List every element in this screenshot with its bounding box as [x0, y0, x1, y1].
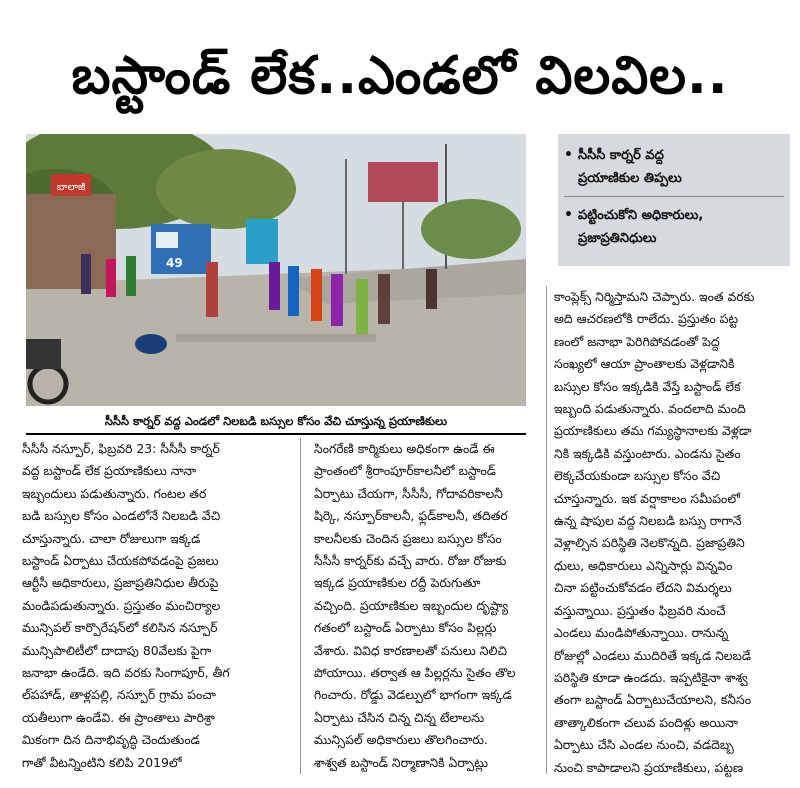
text-line: బస్టాండ్ ఏర్పాటు చేయకపోవడంపై ప్రజలు	[22, 553, 219, 569]
text-line: గించారు. రోడ్డు వెడల్పులో భాగంగా ఇక్కడ	[314, 687, 512, 703]
text-line: సంఖ్యలో ఆయా ప్రాంతాలకు వెళ్లడానికి	[554, 356, 735, 372]
text-line: వచ్చింది. ప్రయాణికుల ఇబ్బందుల దృష్ట్యా	[314, 597, 509, 613]
text-line: లెక్కచేయకుండా బస్సుల కోసం వేచి	[554, 468, 721, 484]
highlights-box	[558, 134, 790, 266]
text-line: ణంలో జనాభా పెరిగిపోవడంతో పెద్ద	[554, 333, 720, 349]
text-line: ప్రాంతంలో శ్రీరాంపూర్‌కాలనీలో బస్టాండ్	[314, 463, 496, 479]
text-line: మున్సిపల్ కార్పొరేషన్‌లో కలిసిన నస్పూర్	[22, 620, 218, 636]
bullet-icon: •	[564, 147, 573, 163]
text-line: ఇబ్బంది పడుతున్నారు. వందలాది మంది	[554, 401, 746, 417]
bullet-icon: •	[564, 207, 573, 223]
text-line: తాత్కాలికంగా చలువ పందిళ్లు అయినా	[554, 714, 739, 730]
photo-caption: సీసీసీ కార్నర్ వద్ద ఎండలో నిలబడి బస్సుల కోసం వేచి చూస్తున్న ప్రయాణికులు	[104, 414, 448, 428]
photo-illustration	[26, 134, 526, 406]
article-column-1	[22, 438, 264, 774]
column-divider	[546, 286, 547, 774]
text-line: జనాభా ఉండేది. ఇది వరకు సింగాపూర్, తీగ	[22, 665, 230, 681]
text-line: బడి బస్సుల కోసం ఎండలోనే నిలబడి వేచి	[22, 508, 221, 524]
highlight-line: పట్టించుకోని అధికారులు,	[578, 208, 704, 223]
headline: బస్టాండ్ లేక..ఎండలో విలవిల..	[71, 46, 729, 106]
text-line: ఏర్పాటు చేసి ఎండల నుంచి, వడదెబ్బ	[554, 737, 734, 753]
divider	[564, 196, 784, 197]
text-line: మున్సిపాలిటీలో దాదాపు 80వేలకు పైగా	[22, 642, 212, 658]
bag	[135, 334, 167, 354]
text-line: ఏర్పాటు చేసిన చిన్న చిన్న టేలాలను	[314, 709, 485, 725]
text-line: చూస్తున్నారు. ఇక వర్షాకాలం సమీపంలో	[554, 490, 741, 506]
news-photo	[26, 134, 526, 406]
text-line: షిర్కె, నస్పూర్‌కాలనీ, ఫ్లడ్‌కాలనీ, తదితర	[314, 508, 508, 524]
text-line: ఇబ్బందులు పడుతున్నారు. గంటల తర	[22, 485, 207, 501]
text-line: బస్సుల కోసం ఇక్కడికి వేస్తే బస్టాండ్ లేక	[554, 378, 741, 394]
text-line: రోజుల్లో ఎండలు ముదిరితే ఇక్కడ నిలబడే	[554, 647, 752, 663]
text-line: వద్ద బస్టాండ్ లేక ప్రయాణికులు నానా	[22, 463, 197, 479]
column-divider	[300, 438, 301, 774]
text-line: శాశ్వత బస్టాండ్ నిర్మాణానికి ఏర్పాట్లు	[314, 754, 489, 770]
text-line: కాంప్లెక్స్ నిర్మిస్తామని చెప్పారు. ఇంత వరకు	[554, 289, 755, 304]
text-line: వస్తున్నాయి. ప్రస్తుతం ఫిబ్రవరి నుంచే	[554, 602, 726, 618]
text-line: ఉన్న షాపుల వద్ద నిలబడి బస్సు రాగానే	[554, 513, 742, 529]
text-line: పోయాయి. తర్వాత ఆ పిల్లర్లను సైతం తొల	[314, 665, 516, 681]
text-line: ఇక్కడ ప్రయాణికుల రద్దీ పెరుగుతూ	[314, 575, 481, 591]
text-line: నుంచి కాపాడాలని ప్రయాణికులు, పట్టణ	[554, 759, 744, 775]
text-line: యతీలుగా ఉండేవి. ఈ ప్రాంతాలు పారిశ్రా	[22, 709, 215, 725]
billboard	[368, 162, 438, 202]
text-line: ఆర్టీసీ అధికారులు, ప్రజాప్రతినిధుల తీరుపై	[22, 575, 219, 591]
text-line: అది ఆచరణలోకి రాలేదు. ప్రస్తుతం పట్ట	[554, 311, 739, 327]
text-line: మికంగా దిన దినాభివృద్ధి చెందుతుండ	[22, 732, 200, 748]
text-line: సింగరేణి కార్మికులు అధికంగా ఉండే ఈ	[314, 441, 495, 456]
text-line: వెళ్లాల్సిన పరిస్థితి నెలకొన్నది. ప్రజాప్రతిని	[554, 535, 745, 551]
article-column-2	[314, 438, 544, 774]
text-line: ఏర్పాటు చేయగా, సీసీసీ, గోదావరికాలనీ	[314, 485, 503, 501]
text-line: వేశారు. వివిధ కారణాలతో పనులు నిలిచి	[314, 642, 507, 658]
text-line: గాతో వీటన్నింటిని కలిపి 2019లో	[22, 754, 182, 770]
bus-number: 49	[166, 256, 183, 270]
caption-rule	[26, 433, 526, 435]
text-line: చినా పట్టించుకోవడం లేదని విమర్శలు	[554, 580, 732, 596]
text-line: గతంలో బస్టాండ్ ఏర్పాటు కోసం పిల్లర్లు	[314, 620, 497, 636]
text-line: మున్సిపల్ అధికారులు తొలగించారు.	[314, 732, 488, 748]
article	[14, 14, 786, 774]
text-line: నికి ఇక్కడికి వస్తుంటారు. ఎండను సైతం	[554, 445, 741, 461]
text-line: తంగా బస్టాండ్ ఏర్పాటుచేయాలని, కనీసం	[554, 692, 751, 708]
text-line: సీసీసీ నస్పూర్, ఫిబ్రవరి 23: సీసీసీ కార్నర్	[22, 441, 220, 456]
highlight-line: ప్రజాప్రతినిధులు	[578, 231, 657, 246]
text-line: ఎండలు మండిపోతున్నాయి. రానున్న	[554, 625, 729, 641]
text-line: పరిస్థితి కూడా ఉండదు. ఇప్పటికైనా శాశ్వ	[554, 669, 748, 685]
text-line: కాలనీలకు చెందిన ప్రజలు బస్సుల కోసం	[314, 530, 502, 546]
text-line: ధులు, అధికారులు ఎన్నిసార్లు విన్నవిం	[554, 557, 733, 573]
shop-sign-text: బాలాజీ	[56, 182, 86, 193]
text-line: ప్రయాణికులు తమ గమ్యస్థానాలకు వెళ్లడా	[554, 423, 752, 439]
article-column-3	[554, 286, 794, 779]
text-line: చూస్తున్నారు. చాలా రోజులుగా ఇక్కడ	[22, 530, 201, 546]
highlight-line: సీసీసీ కార్నర్ వద్ద	[578, 148, 664, 163]
text-line: మండిపడుతున్నారు. ప్రస్తుతం మంచిర్యాల	[22, 597, 221, 613]
text-line: సీసీసీ కార్నర్‌కు వచ్చే వారు. రోజు రోజుకు	[314, 553, 507, 569]
highlight-line: ప్రయాణికుల తిప్పలు	[578, 171, 682, 186]
text-line: ల్‌పహాడ్, తాళ్లపల్లి, నస్పూర్ గ్రామ పంచా	[22, 687, 216, 703]
